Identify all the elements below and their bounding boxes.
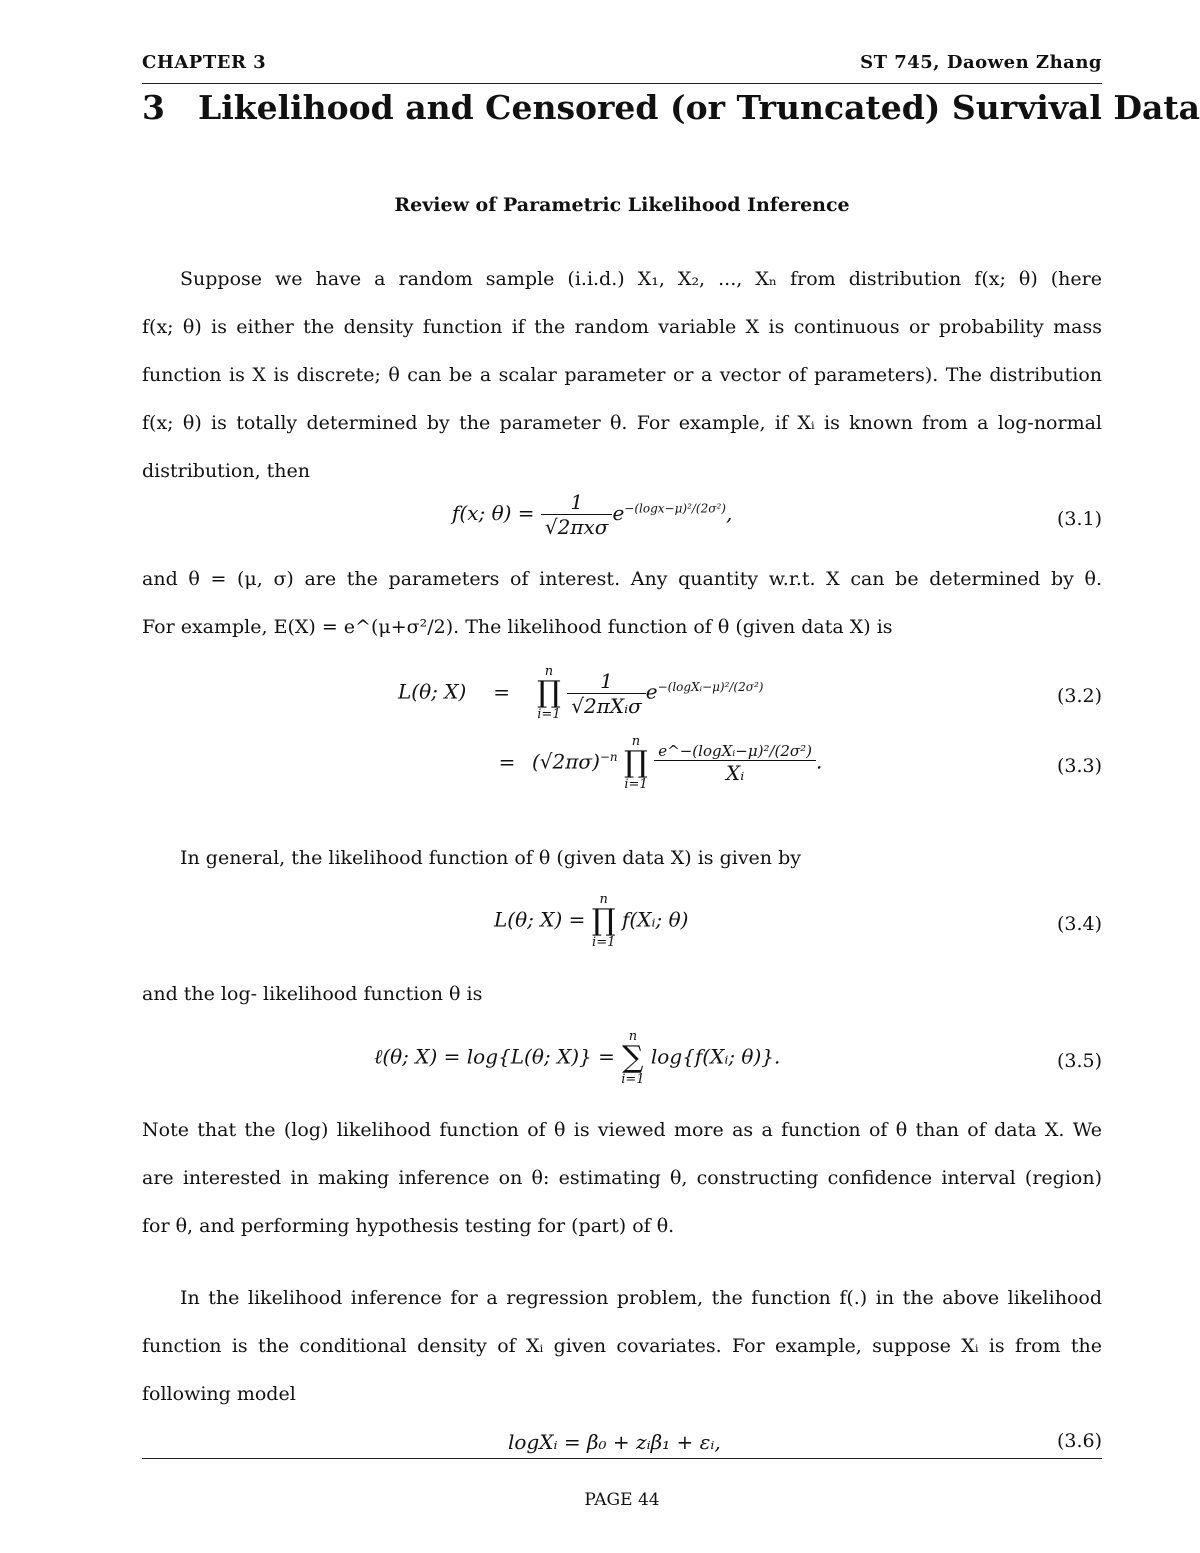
chapter-title-text: Likelihood and Censored (or Truncated) Survival Data — [198, 88, 1200, 127]
product-lower: i=1 — [592, 935, 616, 950]
product-symbol: ∏ — [591, 903, 616, 938]
sum-lower: i=1 — [621, 1072, 645, 1087]
product-operator — [592, 893, 616, 949]
paragraph-6 — [142, 1274, 1102, 1418]
section-title: Review of Parametric Likelihood Inference — [394, 194, 850, 216]
paragraph-5 — [142, 1106, 1102, 1250]
eq-tail: . — [816, 749, 823, 774]
header-course-author: ST 745, Daowen Zhang — [860, 52, 1102, 73]
paragraph-line: function is X is discrete; θ can be a scalar parameter or a vector of parameters). The distribution — [142, 364, 1102, 386]
equation-3-6 — [142, 1430, 1102, 1460]
equation-number: (3.5) — [1056, 1050, 1102, 1072]
header-chapter: CHAPTER 3 — [142, 52, 267, 73]
sum-upper: n — [628, 1029, 638, 1044]
eq-exp-base: e — [612, 501, 625, 525]
eq-denominator: Xᵢ — [654, 760, 816, 785]
paragraph-line: For example, E(X) = e^(μ+σ²/2). The likelihood function of θ (given data X) is — [142, 616, 893, 638]
product-upper: n — [544, 664, 554, 679]
paragraph-line: following model — [142, 1383, 296, 1405]
eq-lhs: f(x; θ) = — [452, 501, 535, 525]
paragraph-line: function is the conditional density of Xᵢ given covariates. For example, suppose Xᵢ is from the — [142, 1335, 1102, 1357]
footer-rule — [142, 1458, 1102, 1459]
product-upper: n — [599, 892, 608, 907]
paragraph-line: Note that the (log) likelihood function of θ is viewed more as a function of θ than of data X. We — [142, 1119, 1102, 1141]
paragraph-line: for θ, and performing hypothesis testing for (part) of θ. — [142, 1215, 675, 1237]
paragraph-line: In general, the likelihood function of θ (given data X) is given by — [180, 847, 801, 869]
paragraph-line: are interested in making inference on θ: estimating θ, constructing confidence interval (region) — [142, 1167, 1102, 1189]
sum-symbol: ∑ — [622, 1040, 644, 1075]
paragraph-line: and the log- likelihood function θ is — [142, 983, 483, 1005]
paragraph-line: distribution, then — [142, 460, 311, 482]
equation-3-3 — [142, 735, 1102, 805]
eq-rhs: f(Xᵢ; θ) — [622, 907, 689, 932]
eq-lhs: ℓ(θ; X) = log{L(θ; X)} = — [374, 1044, 615, 1069]
product-lower: i=1 — [624, 777, 648, 792]
paragraph-2 — [142, 555, 1102, 651]
eq-fraction — [654, 742, 816, 785]
product-symbol: ∏ — [624, 745, 648, 780]
chapter-title — [142, 88, 1200, 127]
equation-3-2 — [142, 665, 1102, 735]
eq-prefactor-exponent: −n — [599, 749, 618, 764]
eq-numerator: e^−(logXᵢ−μ)²/(2σ²) — [658, 741, 813, 760]
paragraph-4 — [142, 970, 1102, 1018]
eq-fraction — [567, 669, 646, 718]
header-rule — [142, 83, 1102, 84]
equation-3-5 — [142, 1030, 1102, 1100]
equation-3-4 — [142, 893, 1102, 963]
eq-denominator: √2πxσ — [541, 514, 613, 539]
product-operator — [624, 735, 648, 791]
equation-3-1 — [142, 490, 1102, 550]
paper-page — [142, 0, 1200, 1553]
eq-prefactor: (√2πσ) — [532, 749, 600, 774]
eq-lhs: L(θ; X) — [398, 679, 467, 704]
equation-number: (3.3) — [1056, 755, 1102, 777]
equation-number: (3.1) — [1056, 508, 1102, 530]
paragraph-1 — [142, 255, 1102, 495]
product-upper: n — [631, 734, 641, 749]
eq-equals: = — [498, 749, 516, 774]
eq-fraction — [541, 490, 613, 539]
paragraph-line: f(x; θ) is totally determined by the parameter θ. For example, if Xᵢ is known from a log-normal — [142, 412, 1102, 434]
eq-denominator: √2πXᵢσ — [567, 693, 646, 718]
eq-rhs: log{f(Xᵢ; θ)}. — [650, 1044, 781, 1069]
running-header — [142, 52, 1102, 78]
paragraph-line: and θ = (μ, σ) are the parameters of interest. Any quantity w.r.t. X can be determined by θ. — [142, 568, 1102, 590]
eq-equals: = — [493, 679, 510, 704]
eq-body: logXᵢ = β₀ + zᵢβ₁ + εᵢ, — [508, 1430, 721, 1454]
eq-numerator: 1 — [600, 668, 613, 693]
eq-exponent: −(logXᵢ−μ)²/(2σ²) — [657, 679, 764, 694]
equation-number: (3.6) — [1056, 1430, 1102, 1452]
eq-lhs: L(θ; X) = — [494, 907, 586, 932]
sum-operator — [621, 1030, 644, 1086]
eq-exp-base: e — [645, 679, 658, 704]
paragraph-line: In the likelihood inference for a regression problem, the function f(.) in the above likelihood — [180, 1287, 1102, 1309]
chapter-number: 3 — [142, 88, 165, 127]
product-symbol: ∏ — [536, 675, 561, 710]
page-number: PAGE 44 — [584, 1490, 660, 1510]
paragraph-line: Suppose we have a random sample (i.i.d.) X₁, X₂, ..., Xₙ from distribution f(x; θ) (here — [180, 268, 1102, 290]
equation-number: (3.4) — [1056, 913, 1102, 935]
paragraph-3 — [142, 834, 1102, 882]
equation-number: (3.2) — [1056, 685, 1102, 707]
product-lower: i=1 — [537, 707, 561, 722]
eq-numerator: 1 — [570, 490, 584, 514]
eq-exponent: −(logx−μ)²/(2σ²) — [624, 501, 726, 516]
paragraph-line: f(x; θ) is either the density function if the random variable X is continuous or probability mass — [142, 316, 1102, 338]
eq-tail: , — [725, 501, 733, 525]
product-operator — [537, 665, 561, 721]
